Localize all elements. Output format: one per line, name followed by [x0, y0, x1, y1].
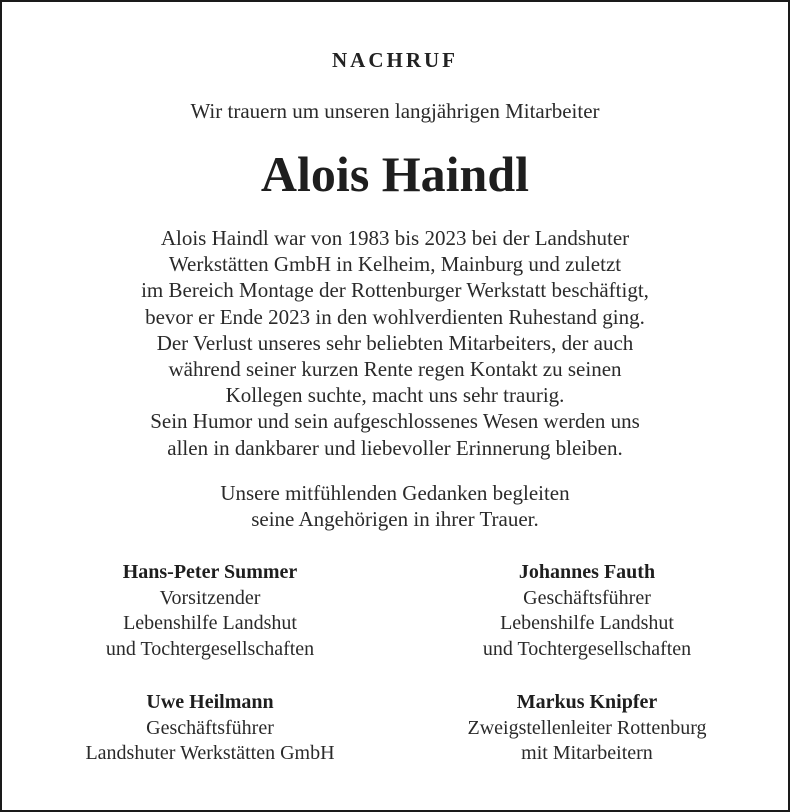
obituary-text	[2, 225, 788, 461]
text-line: bevor er Ende 2023 in den wohlverdienten Ruhestand ging.	[145, 304, 645, 329]
text-line: Werkstätten GmbH in Kelheim, Mainburg und zuletzt	[168, 252, 622, 277]
signatory-johannes-fauth	[397, 560, 777, 662]
text-line: allen in dankbarer und liebevoller Erinnerung bleiben.	[167, 435, 623, 460]
signatory-name: Uwe Heilmann	[146, 691, 274, 713]
text-line: Alois Haindl war von 1983 bis 2023 bei der Landshuter	[160, 226, 630, 250]
signatory-hans-peter-summer	[20, 560, 400, 662]
signatory-org: und Tochtergesellschaften	[105, 637, 315, 660]
signatory-org: und Tochtergesellschaften	[482, 637, 692, 660]
signatory-org: Lebenshilfe Landshut	[500, 612, 674, 634]
signatory-role: Zweigstellenleiter Rottenburg	[467, 716, 707, 739]
closing-line: seine Angehörigen in ihrer Trauer.	[251, 507, 539, 531]
signatory-name: Markus Knipfer	[516, 691, 658, 713]
signatory-org: mit Mitarbeitern	[521, 742, 653, 764]
signatory-markus-knipfer	[397, 690, 777, 767]
text-line: im Bereich Montage der Rottenburger Werkstatt beschäftigt,	[141, 278, 649, 303]
signatory-role: Vorsitzender	[159, 586, 261, 609]
text-line: Sein Humor und sein aufgeschlossenes Wesen werden uns	[150, 409, 640, 434]
closing-line: Unsere mitfühlenden Gedanken begleiten	[220, 481, 570, 505]
text-line: Kollegen suchte, macht uns sehr traurig.	[225, 383, 565, 408]
signatory-name: Johannes Fauth	[518, 561, 656, 583]
signatory-name: Hans-Peter Summer	[122, 561, 298, 583]
text-line: Der Verlust unseres sehr beliebten Mitarbeiters, der auch	[156, 330, 634, 355]
signatory-org: Landshuter Werkstätten GmbH	[85, 742, 335, 764]
condolence-text	[2, 480, 788, 532]
intro-line: Wir trauern um unseren langjährigen Mitarbeiter	[190, 99, 600, 123]
text-line: während seiner kurzen Rente regen Kontakt zu seinen	[168, 357, 622, 382]
signatory-uwe-heilmann	[20, 690, 400, 767]
signatory-org: Lebenshilfe Landshut	[123, 612, 297, 634]
signatory-role: Geschäftsführer	[146, 716, 274, 739]
deceased-name: Alois Haindl	[260, 146, 530, 202]
notice-heading: NACHRUF	[332, 48, 458, 72]
signatory-role: Geschäftsführer	[523, 586, 651, 609]
